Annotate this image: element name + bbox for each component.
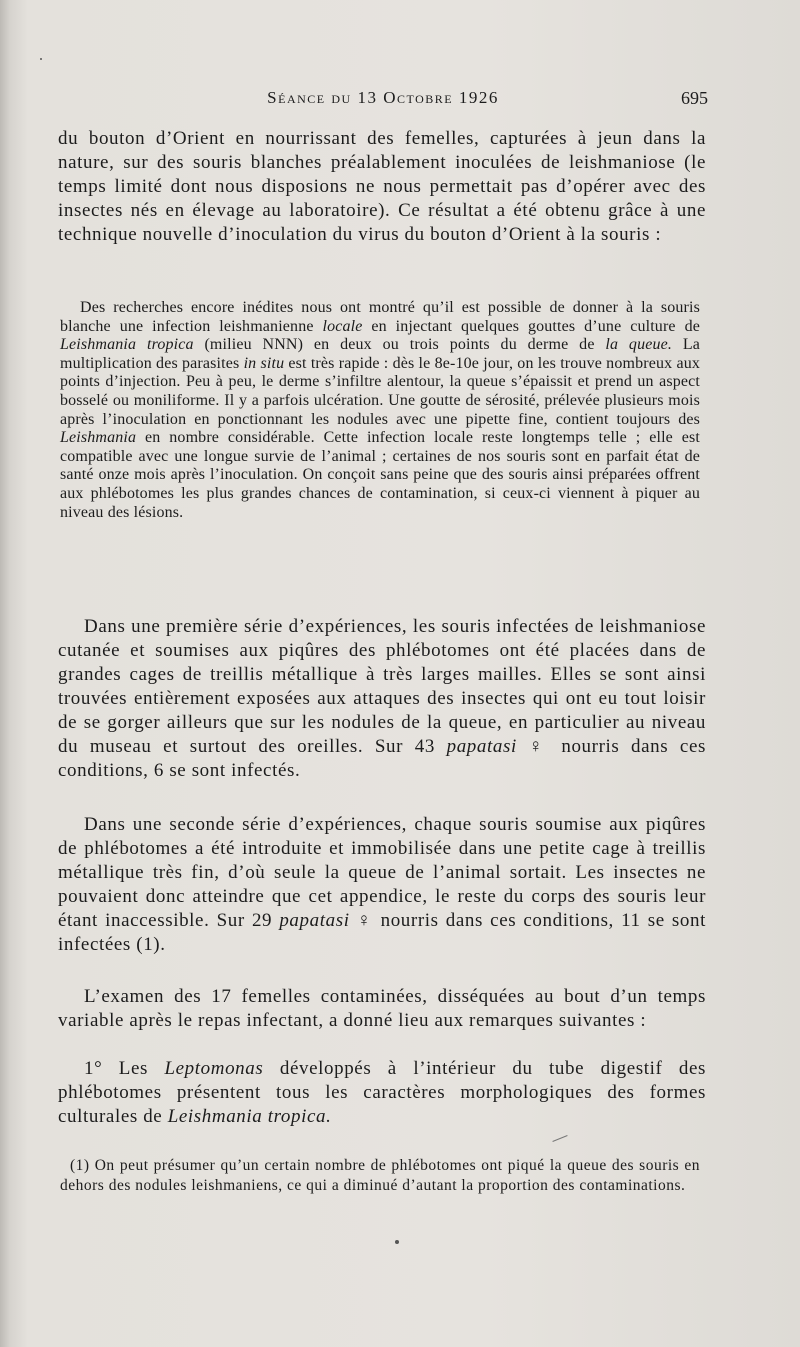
- note-text-4: La multiplication des parasites: [60, 336, 701, 372]
- page-header: [58, 88, 708, 116]
- paragraph-3-italic: papatasi: [279, 910, 350, 931]
- note-italic-in-situ: in situ: [243, 354, 285, 372]
- note-italic-locale: locale: [322, 317, 363, 335]
- paragraph-3-text: Dans une seconde série d’expériences, chaque souris soumise aux piqûres de phlébotomes a été introduite et immobilisée dans une petite cage à treillis métallique très fin, d’où seule la queue de l’animal sortait. Les insectes ne pouvaient donc atteindre que cet appendice, le reste du corps des souris leur étant inaccessible. Sur 29: [58, 814, 706, 931]
- running-head: Séance du 13 Octobre 1926: [267, 88, 499, 107]
- print-speck: [40, 58, 42, 60]
- page-number: 695: [681, 88, 708, 108]
- note-text-5: est très rapide : dès le 8e-10e jour, on les trouve nombreux aux points d’injection. Peu à peu, le derme s’infiltre alentour, la queue s’épaissit et prend un aspect bosselé ou moniliforme. Il y a parfois ulcération. Une goutte de sérosité, prélevée plusieurs mois après l’inoculation en ponctionnant les nodules avec une pipette fine, contient toujours des: [60, 354, 700, 428]
- note-italic-queue: la queue.: [605, 336, 673, 354]
- footnote-separator: [552, 1135, 567, 1142]
- note-text-2: en injectant quelques gouttes d’une culture de: [362, 317, 700, 335]
- paragraph-5-text: développés à l’intérieur du tube digestif des phlébotomes présentent tous les caractères morphologiques des formes culturales de: [58, 1058, 707, 1127]
- note-italic-leishmania: Leishmania: [60, 429, 137, 447]
- paragraph-2-tail: ♀ nourris dans ces conditions, 6 se sont infectés.: [58, 736, 706, 781]
- note-text-1: Des recherches encore inédites nous ont montré qu’il est possible de donner à la souris blanche une infection leishmanienne: [60, 299, 700, 335]
- paragraph-5-italic-2: Leishmania tropica.: [167, 1106, 332, 1127]
- paragraph-2: [58, 615, 706, 783]
- paragraph-2-text: Dans une première série d’expériences, les souris infectées de leishmaniose cutanée et soumises aux piqûres des phlébotomes ont été placées dans de grandes cages de treillis métallique à très larges mailles. Elles se sont ainsi trouvées entièrement exposées aux attaques des insectes qui ont eu tout loisir de se gorger ailleurs que sur les nodules de la queue, en particulier au niveau du museau et surtout des oreilles. Sur 43: [58, 616, 706, 757]
- paragraph-5-lead: 1° Les: [84, 1058, 165, 1079]
- paragraph-1: du bouton d’Orient en nourrissant des femelles, capturées à jeun dans la nature, sur des souris blanches préalablement inoculées de leishmaniose (le temps limité dont nous disposions ne nous permettait pas d’opérer avec des insectes nés en élevage au laboratoire). Ce résultat a été obtenu grâce à une technique nouvelle d’inoculation du virus du bouton d’Orient à la souris :: [58, 128, 706, 245]
- technique-note: [60, 299, 700, 522]
- paragraph-3: [58, 813, 706, 957]
- print-speck: [395, 1240, 399, 1244]
- paragraph-3-tail: ♀ nourris dans ces conditions, 11 se sont infectées (1).: [58, 910, 707, 955]
- paragraph-4: L’examen des 17 femelles contaminées, disséquées au bout d’un temps variable après le repas infectant, a donné lieu aux remarques suivantes :: [58, 986, 706, 1031]
- paragraph-5-italic-1: Leptomonas: [164, 1058, 264, 1079]
- note-text-3: (milieu NNN) en deux ou trois points du derme de: [193, 336, 606, 354]
- note-text-6: en nombre considérable. Cette infection locale reste longtemps telle ; elle est compatible avec une longue survie de l’animal ; certaines de nos souris sont en parfait état de santé onze mois après l’inoculation. On conçoit sans peine que des souris ainsi préparées offrent aux phlébotomes les plus grandes chances de contamination, si ceux-ci viennent à piquer au niveau des lésions.: [60, 429, 700, 521]
- paragraph-5: [58, 1057, 706, 1129]
- footnote: (1) On peut présumer qu’un certain nombre de phlébotomes ont piqué la queue des souris en dehors des nodules leishmaniens, ce qui a diminué d’autant la proportion des contaminations.: [60, 1157, 700, 1194]
- note-italic-species: Leishmania tropica: [60, 336, 194, 354]
- paragraph-2-italic: papatasi: [446, 736, 517, 757]
